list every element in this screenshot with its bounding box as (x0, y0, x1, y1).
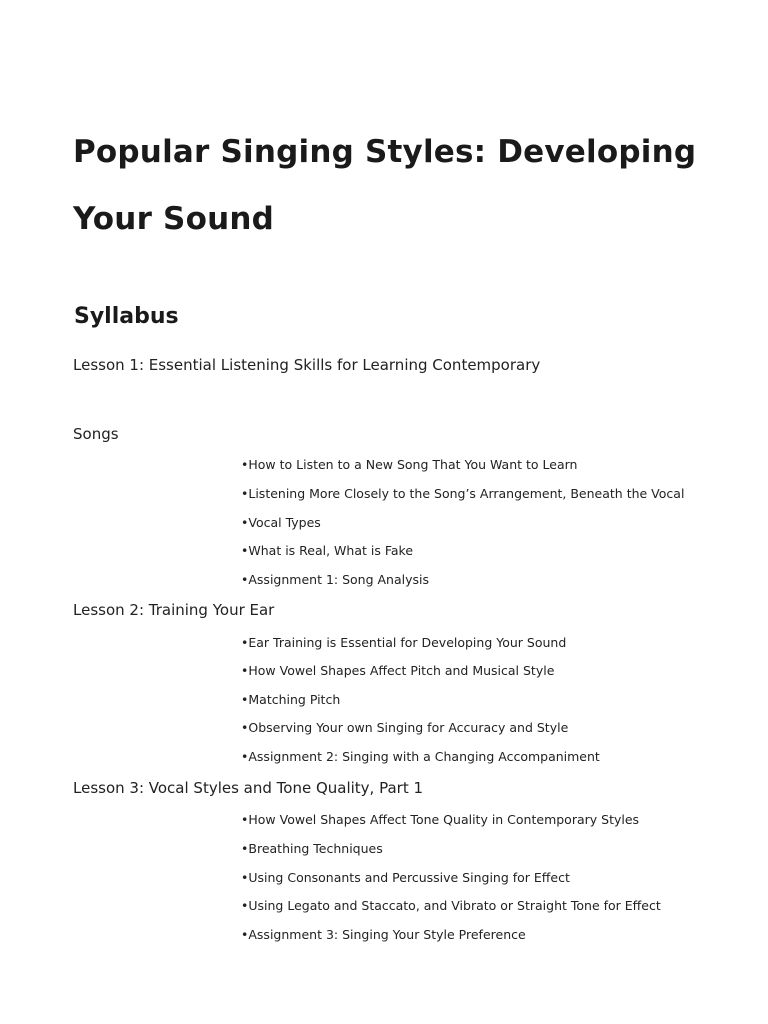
lesson-2-topic-1: •Ear Training is Essential for Developing Your Sound (241, 635, 567, 650)
document-title-line-2: Your Sound (73, 201, 275, 237)
lesson-1-title-continued: Songs (73, 425, 119, 443)
lesson-2-topic-5: •Assignment 2: Singing with a Changing Accompaniment (241, 749, 600, 764)
lesson-1-topic-4: •What is Real, What is Fake (241, 543, 414, 558)
syllabus-heading: Syllabus (74, 304, 179, 329)
lesson-2-title: Lesson 2: Training Your Ear (73, 601, 275, 619)
lesson-3-topic-4: •Using Legato and Staccato, and Vibrato or Straight Tone for Effect (241, 898, 661, 913)
lesson-1-topic-1: •How to Listen to a New Song That You Want to Learn (241, 457, 578, 472)
lesson-2-topic-4: •Observing Your own Singing for Accuracy and Style (241, 720, 569, 735)
lesson-1-topic-3: •Vocal Types (241, 515, 321, 530)
lesson-1-topic-5: •Assignment 1: Song Analysis (241, 572, 429, 587)
document-title-line-1: Popular Singing Styles: Developing (73, 134, 697, 170)
lesson-2-topic-3: •Matching Pitch (241, 692, 341, 707)
lesson-3-topic-5: •Assignment 3: Singing Your Style Preference (241, 927, 526, 942)
lesson-3-topic-2: •Breathing Techniques (241, 841, 383, 856)
lesson-1-topic-2: •Listening More Closely to the Song’s Arrangement, Beneath the Vocal (241, 486, 685, 501)
lesson-3-topic-3: •Using Consonants and Percussive Singing for Effect (241, 870, 570, 885)
lesson-3-title: Lesson 3: Vocal Styles and Tone Quality, Part 1 (73, 779, 424, 797)
lesson-3-topic-1: •How Vowel Shapes Affect Tone Quality in Contemporary Styles (241, 812, 640, 827)
lesson-2-topic-2: •How Vowel Shapes Affect Pitch and Musical Style (241, 663, 555, 678)
lesson-1-title: Lesson 1: Essential Listening Skills for Learning Contemporary (73, 356, 541, 374)
